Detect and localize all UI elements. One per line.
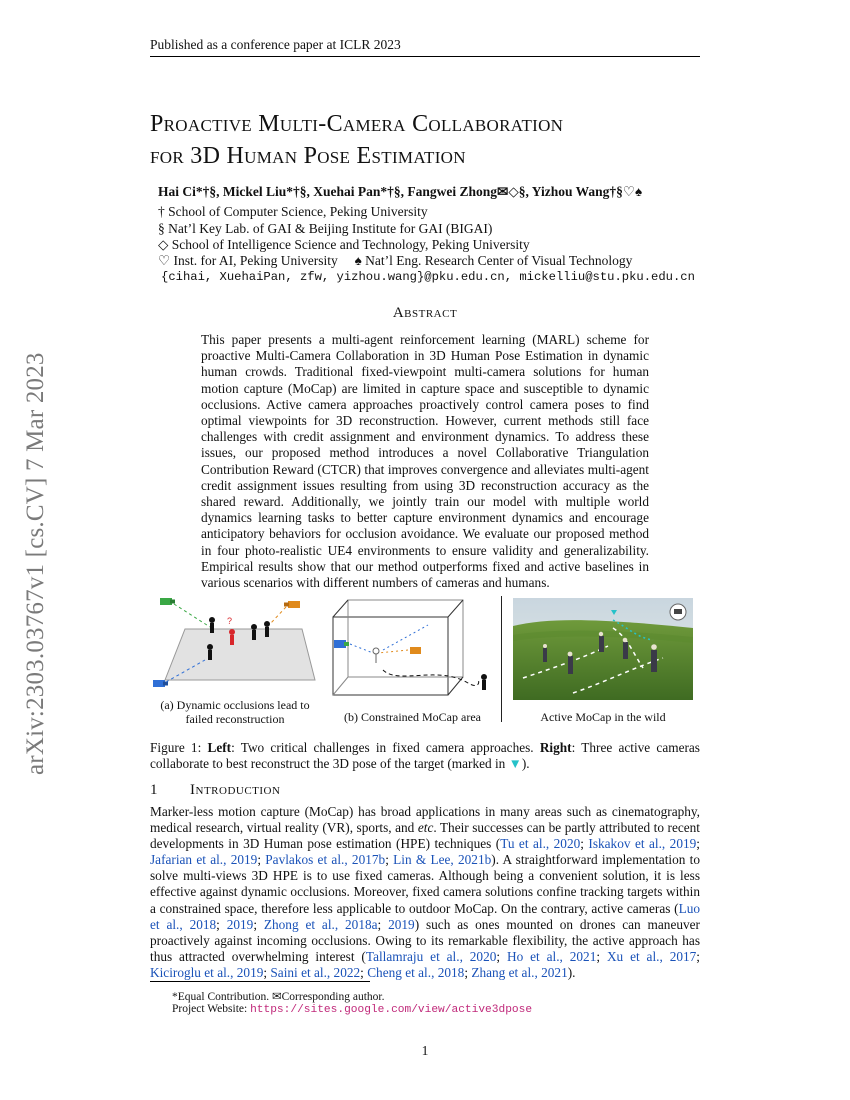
camera-blue (153, 680, 168, 687)
capture-cube (333, 600, 463, 695)
running-header: Published as a conference paper at ICLR 2023 (150, 37, 401, 52)
citation-link[interactable]: Tu et al., 2020 (500, 836, 581, 852)
ray-blue-b2 (383, 625, 428, 650)
citation-link[interactable]: Cheng et al., 2018 (367, 964, 465, 980)
title-line-1: Proactive Multi-Camera Collaboration (150, 111, 564, 137)
caption-left-label: Left (207, 740, 232, 755)
section-number: 1 (150, 782, 158, 798)
section-heading (150, 782, 280, 799)
citation-link[interactable]: Saini et al., 2022 (270, 964, 361, 980)
project-website-link[interactable]: https://sites.google.com/view/active3dpose (250, 1004, 533, 1016)
affiliation-2: § Nat’l Key Lab. of GAI & Beijing Institute for GAI (BIGAI) (158, 221, 493, 236)
intro-text-3: ). A straightforward implementation to solve multi-views 3D HPE is to use fixed cameras. Although being a convenient solution, it is less effective against dynamic occlusions. Moreover, fixed camera solutions confine tracking targets within a constrained space, therefore less applicable to outdoor MoCap. On the contrary, active cameras ( (150, 852, 700, 916)
figure-1-right-photo (513, 598, 693, 700)
person-escaping (481, 674, 487, 690)
author-list: Hai Ci*†§, Mickel Liu*†§, Xuehai Pan*†§, Fangwei Zhong✉◇§, Yizhou Wang†§♡♠ (158, 184, 643, 199)
caption-right-text: : Three active cameras collaborate to best reconstruct the 3D pose of the target (marked in (150, 740, 700, 771)
target-marker-icon: ▼ (508, 756, 522, 771)
camera-orange (284, 601, 300, 608)
citation-link[interactable]: Luo et al., 2018 (150, 900, 700, 932)
camera-green (160, 598, 175, 605)
abstract-heading: Abstract (392, 305, 458, 321)
footnote-rule (150, 981, 370, 982)
citation-link[interactable]: Kiciroglu et al., 2019 (150, 964, 264, 980)
citation-link[interactable]: Zhong et al., 2018a (263, 916, 378, 932)
affiliation-3: ◇ School of Intelligence Science and Technology, Peking University (158, 237, 530, 252)
website-label: Project Website: (172, 1003, 251, 1015)
caption-right-label: Right (539, 740, 572, 755)
citation-link[interactable]: 2019 (388, 916, 415, 932)
affiliation-1: † School of Computer Science, Peking University (158, 204, 428, 219)
arxiv-stamp: arXiv:2303.03767v1 [cs.CV] 7 Mar 2023 (22, 352, 49, 775)
paper-title (150, 108, 563, 172)
author-emails[interactable]: {cihai, XuehaiPan, zfw, yizhou.wang}@pku.edu.cn, mickelliu@stu.pku.edu.cn (161, 270, 695, 284)
citation-link[interactable]: Pavlakos et al., 2017b (265, 852, 386, 868)
figure-1a-caption-line-2: failed reconstruction (185, 712, 285, 726)
ray-orange-b (378, 650, 408, 653)
ray-green (174, 604, 210, 627)
figure-1a-caption (145, 698, 325, 726)
page-number: 1 (421, 1043, 429, 1058)
camera-blue-b (334, 640, 349, 648)
figure-label: Figure 1: (150, 740, 202, 755)
intro-text-4: ) such as ones mounted on drones can maneuver proactively against incoming occlusions. Owing to its remarkable flexibility, the active approach has thus attracted overwhelming interest ( (150, 916, 700, 964)
camera-orange-b (410, 647, 421, 654)
abstract-body: This paper presents a multi-agent reinforcement learning (MARL) scheme for proactive Multi-Camera Collaboration in 3D Human Pose Estimation in dynamic human crowds. Traditional fixed-viewpoint multi-camera solutions for human motion capture (MoCap) are limited in capture space and susceptible to dynamic occlusions. Active camera approaches proactively control camera poses to find optimal viewpoints for 3D reconstruction. However, current methods still face challenges with credit assignment and environment dynamics. To address these issues, our proposed method introduces a novel Collaborative Triangulation Contribution Reward (CTCR) that improves convergence and alleviates multi-agent credit assignment issues resulting from using 3D reconstruction accuracy as the shared reward. Additionally, we jointly train our model with multiple world dynamics learning tasks to better capture environment dynamics and encourage anticipatory behaviors for occlusion avoidance. We evaluate our proposed method in four photo-realistic UE4 environments to ensure validity and generalizability. Empirical results show that our method outperforms fixed and active baselines in various scenarios with different numbers of cameras and humans. (201, 332, 649, 591)
escape-path (383, 670, 479, 686)
figure-1a-illustration (150, 592, 320, 692)
figure-1-caption (150, 740, 700, 772)
floor-plane (165, 629, 315, 680)
citation-link[interactable]: Ho et al., 2021 (506, 948, 597, 964)
intro-text-1: Marker-less motion capture (MoCap) has broad applications in many areas such as cinematography, medical research, virtual reality (VR), sports, and (150, 804, 700, 836)
intro-text-5: ). (567, 964, 576, 980)
citation-link[interactable]: 2019 (226, 916, 254, 932)
section-title: Introduction (190, 782, 281, 798)
caption-end: ). (521, 756, 530, 771)
intro-text-2: . Their successes can be partly attributed to recent developments in 3D Human pose estimation (HPE) techniques ( (150, 820, 700, 852)
title-line-2: for 3D Human Pose Estimation (150, 143, 466, 169)
citation-link[interactable]: Tallamraju et al., 2020 (365, 948, 497, 964)
figure-1b-illustration (328, 595, 496, 705)
figure-1-right-caption: Active MoCap in the wild (540, 710, 666, 724)
citation-link[interactable]: Zhang et al., 2021 (471, 964, 568, 980)
citation-link[interactable]: Lin & Lee, 2021b (393, 852, 492, 868)
introduction-paragraph: Marker-less motion capture (MoCap) has broad applications in many areas such as cinematography, medical research, virtual reality (VR), sports, and etc. Their successes can be partly attributed to recent developments in 3D Human pose estimation (HPE) techniques (Tu et al., 2020; Iskakov et al., 2019; Jafarian et al., 2019; Pavlakos et al., 2017b; Lin & Lee, 2021b). A straightforward implementation to solve multi-views 3D HPE is to use fixed cameras. Although being a convenient solution, it is less effective against dynamic occlusions. Moreover, fixed camera solutions confine tracking targets within a constrained space, therefore less applicable to outdoor MoCap. On the contrary, active cameras (Luo et al., 2018; 2019; Zhong et al., 2018a; 2019) such as ones mounted on drones can maneuver proactively against incoming occlusions. Owing to its remarkable flexibility, the active approach has thus attracted overwhelming interest (Tallamraju et al., 2020; Ho et al., 2021; Xu et al., 2017; Kiciroglu et al., 2019; Saini et al., 2022; Cheng et al., 2018; Zhang et al., 2021). (150, 804, 700, 980)
intro-etc: etc (417, 820, 434, 836)
figure-1b-caption: (b) Constrained MoCap area (344, 710, 481, 724)
figure-1a-caption-line-1: (a) Dynamic occlusions lead to (160, 698, 310, 712)
citation-link[interactable]: Iskakov et al., 2019 (588, 836, 697, 852)
caption-left-text: : Two critical challenges in fixed camera approaches. (231, 740, 540, 755)
header-rule (150, 56, 700, 57)
ray-orange (270, 607, 286, 624)
citation-link[interactable]: Xu et al., 2017 (606, 948, 697, 964)
drone-camera-icon (670, 604, 686, 620)
occlusion-question-mark: ? (227, 616, 233, 626)
citation-link[interactable]: Jafarian et al., 2019 (150, 852, 258, 868)
target-person-ghost (373, 648, 379, 663)
footnote-website (172, 1003, 532, 1016)
ray-blue-b (350, 644, 373, 653)
footnote-equal-contribution: *Equal Contribution. ✉Corresponding author. (172, 991, 385, 1003)
figure-divider (501, 596, 502, 722)
affiliation-4: ♡ Inst. for AI, Peking University ♠ Nat’l Eng. Research Center of Visual Technology (158, 253, 633, 268)
